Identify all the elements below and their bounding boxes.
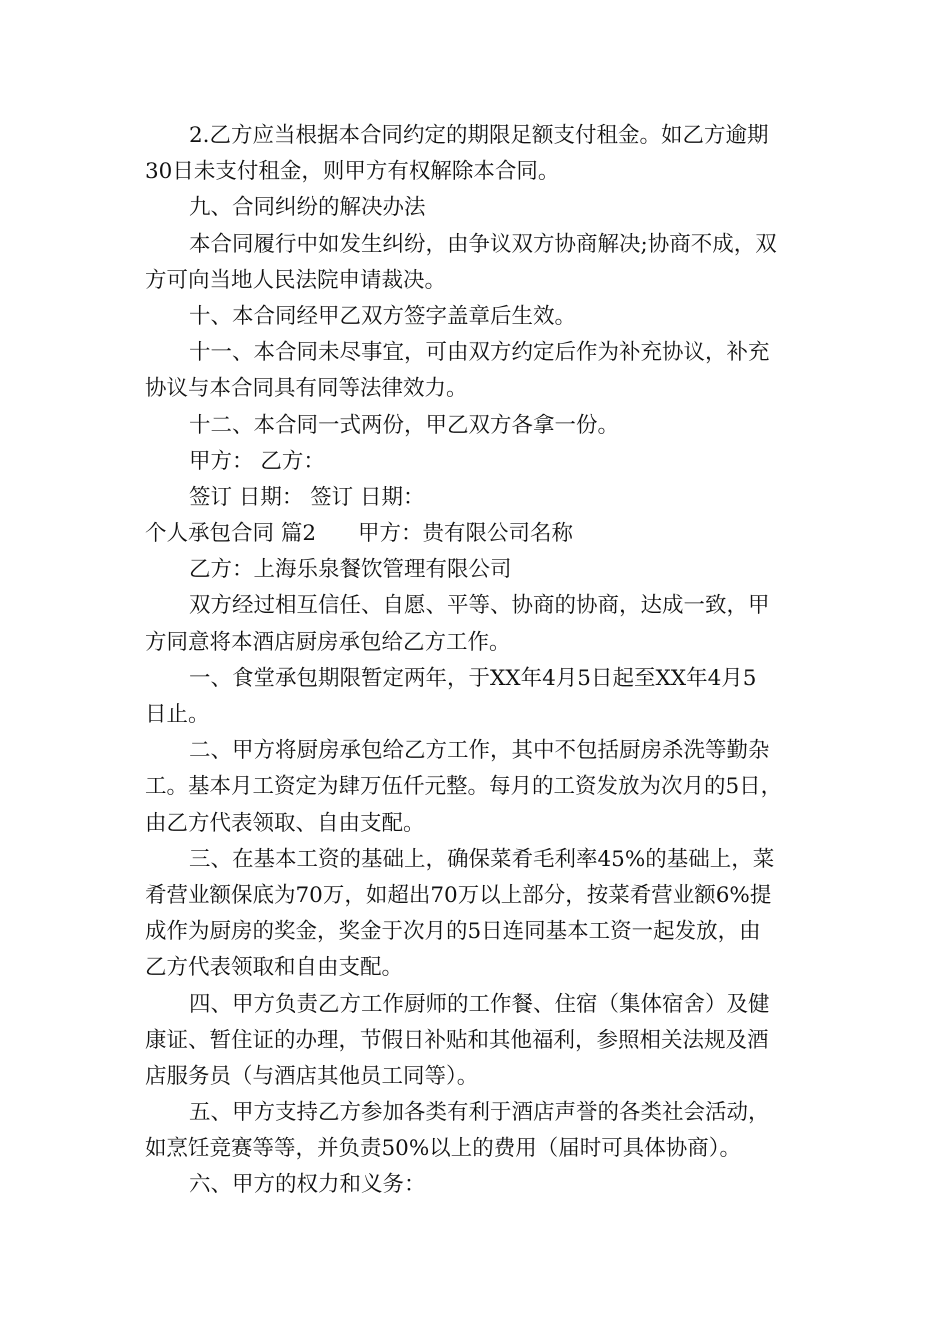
signature-dates: 签订 日期： 签订 日期： <box>189 484 425 510</box>
text-line: 方同意将本酒店厨房承包给乙方工作。 <box>145 629 511 655</box>
text-line: 六、甲方的权力和义务： <box>189 1172 426 1198</box>
text-line: 三、在基本工资的基础上，确保菜肴毛利率45%的基础上，菜 <box>189 846 775 872</box>
text-line: 工。基本月工资定为肆万伍仟元整。每月的工资发放为次月的5日， <box>145 774 783 800</box>
text-line: 五、甲方支持乙方参加各类有利于酒店声誉的各类社会活动， <box>189 1100 770 1126</box>
text-line: 协议与本合同具有同等法律效力。 <box>145 376 468 402</box>
text-line: 十一、本合同未尽事宜，可由双方约定后作为补充协议，补充 <box>189 340 770 366</box>
text-line: 方可向当地人民法院申请裁决。 <box>145 267 447 293</box>
text-line: 一、食堂承包期限暂定两年，于XX年4月5日起至XX年4月5 <box>189 665 757 691</box>
text-line: 如烹饪竞赛等等，并负责50%以上的费用（届时可具体协商）。 <box>145 1136 742 1162</box>
contract-title-line <box>145 516 807 552</box>
contract-title: 个人承包合同 篇2 <box>145 521 317 547</box>
party-a: 甲方：贵有限公司名称 <box>358 521 574 547</box>
text-line: 康证、暂住证的办理，节假日补贴和其他福利，参照相关法规及酒 <box>145 1027 769 1053</box>
text-line: 日止。 <box>145 702 210 727</box>
text-line: 成作为厨房的奖金，奖金于次月的5日连同基本工资一起发放，由 <box>145 919 761 945</box>
text-line: 店服务员（与酒店其他员工同等）。 <box>145 1063 479 1089</box>
section-heading: 九、合同纠纷的解决办法 <box>189 195 426 221</box>
text-line: 乙方代表领取和自由支配。 <box>145 955 404 981</box>
text-line: 二、甲方将厨房承包给乙方工作，其中不包括厨房杀洗等勤杂 <box>189 738 770 764</box>
text-line: 本合同履行中如发生纠纷，由争议双方协商解决;协商不成，双 <box>189 231 777 257</box>
text-line: 30日未支付租金，则甲方有权解除本合同。 <box>145 159 560 185</box>
text-line: 十二、本合同一式两份，甲乙双方各拿一份。 <box>189 412 620 438</box>
text-line: 四、甲方负责乙方工作厨师的工作餐、住宿（集体宿舍）及健 <box>189 991 770 1017</box>
text-line: 肴营业额保底为70万，如超出70万以上部分，按菜肴营业额6%提 <box>145 882 772 908</box>
text-line: 十、本合同经甲乙双方签字盖章后生效。 <box>189 303 577 329</box>
party-b: 乙方：上海乐泉餐饮管理有限公司 <box>189 557 512 583</box>
text-line: 2.乙方应当根据本合同约定的期限足额支付租金。如乙方逾期 <box>189 123 769 148</box>
text-line: 由乙方代表领取、自由支配。 <box>145 810 425 836</box>
document-body <box>145 118 807 1204</box>
signature-parties: 甲方： 乙方： <box>189 448 325 474</box>
text-line: 双方经过相互信任、自愿、平等、协商的协商，达成一致，甲 <box>189 593 770 619</box>
